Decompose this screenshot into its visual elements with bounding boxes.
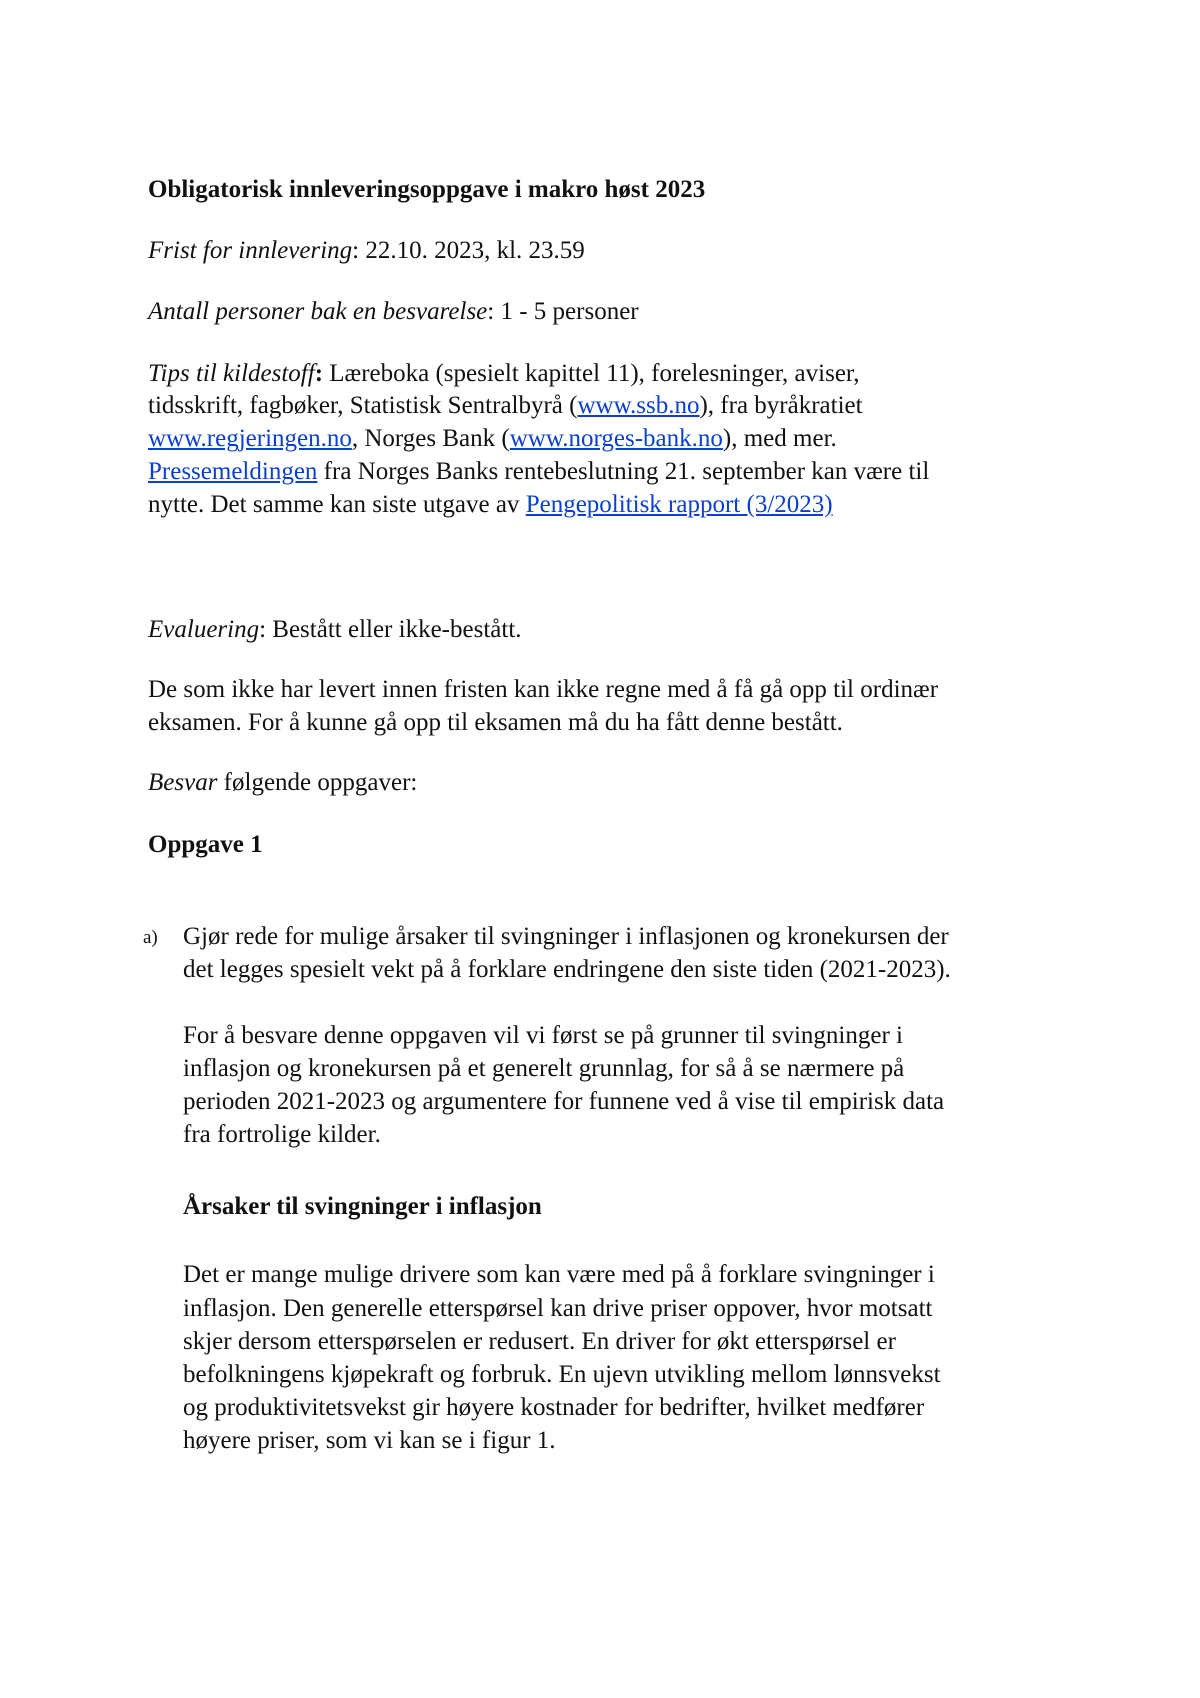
tips-line-5 bbox=[148, 489, 833, 521]
tips-text-2b: ), fra byråkratiet bbox=[699, 392, 863, 419]
answer-label: Besvar bbox=[148, 769, 218, 796]
norges-bank-link[interactable]: www.norges-bank.no bbox=[509, 425, 723, 452]
intro-line-4: fra fortrolige kilder. bbox=[183, 1121, 381, 1148]
persons-line bbox=[148, 296, 639, 328]
tips-text-5: nytte. Det samme kan siste utgave av bbox=[148, 491, 526, 518]
ssb-link[interactable]: www.ssb.no bbox=[577, 392, 700, 419]
body-line-2: inflasjon. Den generelle etterspørsel kan drive priser oppover, hvor motsatt bbox=[183, 1295, 933, 1322]
task-a-line-1: Gjør rede for mulige årsaker til svingninger i inflasjonen og kronekursen der bbox=[183, 923, 949, 950]
deadline-line bbox=[148, 235, 585, 267]
evaluation-line bbox=[148, 614, 522, 646]
tips-line-1 bbox=[148, 358, 860, 390]
body-line-4: befolkningens kjøpekraft og forbruk. En ujevn utvikling mellom lønnsvekst bbox=[183, 1361, 941, 1388]
evaluation-label: Evaluering bbox=[148, 616, 260, 643]
document-title: Obligatorisk innleveringsoppgave i makro høst 2023 bbox=[148, 176, 706, 203]
tips-text-4: fra Norges Banks rentebeslutning 21. september kan være til bbox=[317, 458, 930, 485]
persons-value: : 1 - 5 personer bbox=[487, 298, 639, 325]
regjeringen-link[interactable]: www.regjeringen.no bbox=[148, 425, 352, 452]
tips-line-4 bbox=[148, 456, 929, 488]
body-line-6: høyere priser, som vi kan se i figur 1. bbox=[183, 1427, 556, 1454]
intro-line-2: inflasjon og kronekursen på et generelt grunnlag, for så å se nærmere på bbox=[183, 1055, 905, 1082]
body-line-5: og produktivitetsvekst gir høyere kostnader for bedrifter, hvilket medfører bbox=[183, 1394, 925, 1421]
tips-colon: : bbox=[314, 360, 324, 387]
persons-label: Antall personer bak en besvarelse bbox=[148, 298, 488, 325]
evaluation-value: : Bestått eller ikke-bestått. bbox=[259, 616, 522, 643]
task-a-line-2: det legges spesielt vekt på å forklare endringene den siste tiden (2021-2023). bbox=[183, 956, 951, 983]
intro-line-1: For å besvare denne oppgaven vil vi først se på grunner til svingninger i bbox=[183, 1022, 903, 1049]
intro-line-3: perioden 2021-2023 og argumentere for funnene ved å vise til empirisk data bbox=[183, 1088, 945, 1115]
tips-line-2 bbox=[148, 390, 863, 422]
section-subheading: Årsaker til svingninger i inflasjon bbox=[183, 1193, 542, 1220]
notice-line-2: eksamen. For å kunne gå opp til eksamen må du ha fått denne bestått. bbox=[148, 709, 843, 736]
notice-line-1: De som ikke har levert innen fristen kan ikke regne med å få gå opp til ordinær bbox=[148, 676, 939, 703]
pressemeldingen-link[interactable]: Pressemeldingen bbox=[148, 458, 318, 485]
task-a-marker: a) bbox=[143, 927, 158, 948]
deadline-label: Frist for innlevering bbox=[148, 237, 353, 264]
answer-value: følgende oppgaver: bbox=[217, 769, 418, 796]
tips-text-3: , Norges Bank ( bbox=[351, 425, 510, 452]
body-line-3: skjer dersom etterspørselen er redusert. En driver for økt etterspørsel er bbox=[183, 1328, 896, 1355]
tips-text-1: Læreboka (spesielt kapittel 11), forelesninger, aviser, bbox=[323, 360, 860, 387]
deadline-value: : 22.10. 2023, kl. 23.59 bbox=[352, 237, 585, 264]
tips-label: Tips til kildestoff bbox=[148, 360, 315, 387]
answer-line bbox=[148, 767, 417, 799]
task-heading: Oppgave 1 bbox=[148, 831, 263, 858]
pengepolitisk-rapport-link[interactable]: Pengepolitisk rapport (3/2023) bbox=[525, 491, 833, 518]
tips-text-2: tidsskrift, fagbøker, Statistisk Sentralbyrå ( bbox=[148, 392, 578, 419]
tips-text-3b: ), med mer. bbox=[722, 425, 837, 452]
body-line-1: Det er mange mulige drivere som kan være med på å forklare svingninger i bbox=[183, 1261, 935, 1288]
tips-line-3 bbox=[148, 423, 837, 455]
